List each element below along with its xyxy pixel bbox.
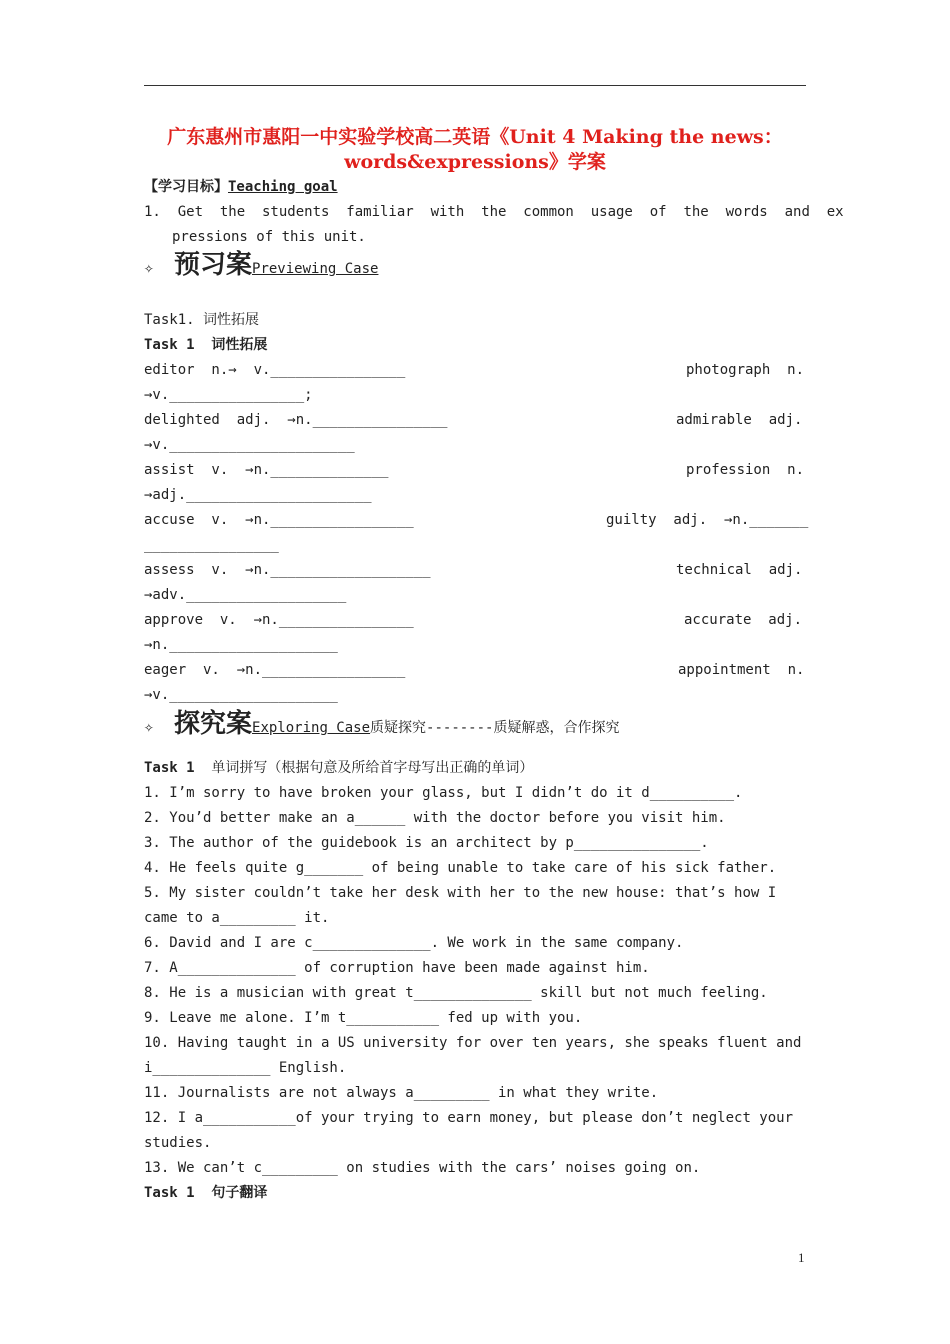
vocab-right: guilty adj. →n._______ — [606, 512, 809, 528]
exercise-line: 6. David and I are c______________. We work in the same company. — [144, 935, 684, 951]
doc-title-line2: words&expressions》学案 — [344, 151, 606, 173]
preview-title: 预习案 — [174, 250, 253, 280]
diamond-icon: ✧ — [144, 258, 154, 277]
vocab-left: accuse v. →n._________________ — [144, 512, 414, 528]
goal-label-en: Teaching goal — [228, 179, 338, 195]
doc-title-line1: 广东惠州市惠阳一中实验学校高二英语《Unit 4 Making the news： — [167, 126, 783, 148]
explore-extra: 质疑探究--------质疑解惑，合作探究 — [370, 720, 620, 736]
exercise-line: 3. The author of the guidebook is an architect by p_______________. — [144, 835, 709, 851]
exercise-line: 11. Journalists are not always a_________ in what they write. — [144, 1085, 659, 1101]
vocab-next: →v.________________; — [144, 387, 313, 403]
diamond-icon: ✧ — [144, 717, 154, 736]
goal-heading — [144, 177, 338, 197]
exercise-line: 12. I a___________of your trying to earn money, but please don’t neglect your — [144, 1110, 794, 1126]
exercise-line: 2. You’d better make an a______ with the doctor before you visit him. — [144, 810, 726, 826]
goal-item-line1: 1. Get the students familiar with the common usage of the words and ex — [144, 204, 844, 220]
vocab-next: →adv.___________________ — [144, 587, 347, 603]
vocab-left: approve v. →n.________________ — [144, 612, 414, 628]
vocab-left: assist v. →n.______________ — [144, 462, 389, 478]
exercise-line: studies. — [144, 1135, 212, 1151]
vocab-right: admirable adj. — [676, 412, 803, 428]
vocab-right: photograph n. — [686, 362, 805, 378]
task-pre-line1: Task1. 词性拓展 — [144, 312, 260, 328]
exercise-line: 9. Leave me alone. I’m t___________ fed up with you. — [144, 1010, 583, 1026]
vocab-next: →v.____________________ — [144, 687, 338, 703]
explore-title: 探究案 — [174, 709, 253, 739]
preview-heading — [144, 244, 378, 281]
task1-heading — [144, 758, 533, 778]
vocab-left: assess v. →n.___________________ — [144, 562, 431, 578]
header-rule — [144, 85, 806, 86]
exercise-line: 13. We can’t c_________ on studies with the cars’ noises going on. — [144, 1160, 701, 1176]
task-pre-line2: Task 1 词性拓展 — [144, 337, 268, 353]
exercise-line: 4. He feels quite g_______ of being unable to take care of his sick father. — [144, 860, 777, 876]
vocab-next: ________________ — [144, 537, 279, 553]
exercise-line: 7. A______________ of corruption have been made against him. — [144, 960, 650, 976]
preview-subtitle: Previewing Case — [252, 261, 379, 277]
task1-text: 单词拼写（根据句意及所给首字母写出正确的单词） — [194, 760, 534, 776]
exercise-line: 10. Having taught in a US university for over ten years, she speaks fluent and — [144, 1035, 802, 1051]
page-number: 1 — [798, 1250, 805, 1265]
vocab-right: accurate adj. — [684, 612, 803, 628]
vocab-right: appointment n. — [678, 662, 805, 678]
vocab-next: →adj.______________________ — [144, 487, 372, 503]
vocab-left: editor n.→ v.________________ — [144, 362, 406, 378]
exercise-line: 1. I’m sorry to have broken your glass, but I didn’t do it d__________. — [144, 785, 743, 801]
exercise-line: i______________ English. — [144, 1060, 347, 1076]
vocab-left: eager v. →n._________________ — [144, 662, 406, 678]
vocab-left: delighted adj. →n.________________ — [144, 412, 448, 428]
explore-heading — [144, 703, 619, 740]
vocab-next: →n.____________________ — [144, 637, 338, 653]
exercise-line: came to a_________ it. — [144, 910, 330, 926]
vocab-right: technical adj. — [676, 562, 803, 578]
task1-label: Task 1 — [144, 760, 195, 776]
vocab-right: profession n. — [686, 462, 805, 478]
exercise-line: 8. He is a musician with great t______________ skill but not much feeling. — [144, 985, 768, 1001]
task-translation-heading: Task 1 句子翻译 — [144, 1185, 268, 1201]
exercise-line: 5. My sister couldn’t take her desk with her to the new house: that’s how I — [144, 885, 777, 901]
vocab-next: →v.______________________ — [144, 437, 355, 453]
goal-label: 【学习目标】 — [144, 179, 228, 195]
goal-item-line2: pressions of this unit. — [172, 229, 366, 245]
explore-subtitle: Exploring Case — [252, 720, 371, 736]
